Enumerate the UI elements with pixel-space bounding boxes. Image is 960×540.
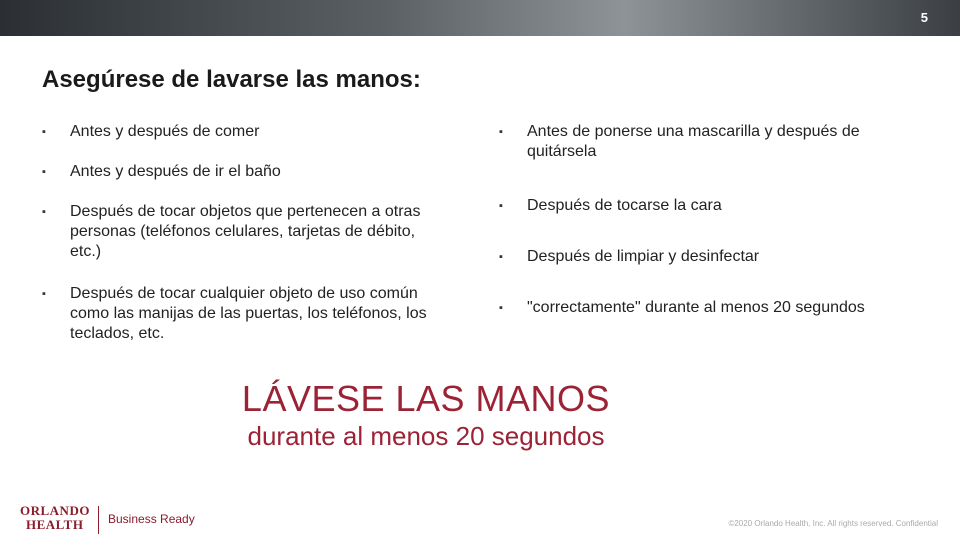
bullet-icon: ▪ [42,288,46,300]
bullet-icon: ▪ [499,200,503,212]
bullet-icon: ▪ [42,166,46,178]
page-number: 5 [920,10,928,25]
list-item: ▪ Antes y después de comer [42,123,260,140]
list-item: ▪ Antes de ponerse una mascarilla y después de quitársela [499,123,860,160]
list-item: ▪ Después de tocar cualquier objeto de uso común como las manijas de las puertas, los teléfonos, los teclados, etc. [42,285,427,342]
list-item: ▪ Después de tocar objetos que pertenecen a otras personas (teléfonos celulares, tarjetas de débito, etc.) [42,203,421,260]
callout-title: LÁVESE LAS MANOS [241,378,611,419]
list-item: ▪ "correctamente" durante al menos 20 segundos [499,299,865,316]
logo-tagline: Business Ready [108,512,195,526]
bullet-icon: ▪ [499,126,503,138]
page-title: Asegúrese de lavarse las manos: [42,66,421,93]
logo-divider [98,506,99,534]
bullet-icon: ▪ [42,206,46,218]
bullet-icon: ▪ [499,302,503,314]
header-bar [0,0,960,36]
callout-subtitle: durante al menos 20 segundos [247,421,605,451]
copyright-notice: ©2020 Orlando Health, Inc. All rights reserved. Confidential [728,519,938,528]
logo-wordmark: ORLANDO HEALTH [20,503,90,532]
list-item: ▪ Después de tocarse la cara [499,197,722,214]
bullet-icon: ▪ [499,251,503,263]
bullet-icon: ▪ [42,126,46,138]
list-item: ▪ Después de limpiar y desinfectar [499,248,760,265]
list-item: ▪ Antes y después de ir el baño [42,163,281,180]
